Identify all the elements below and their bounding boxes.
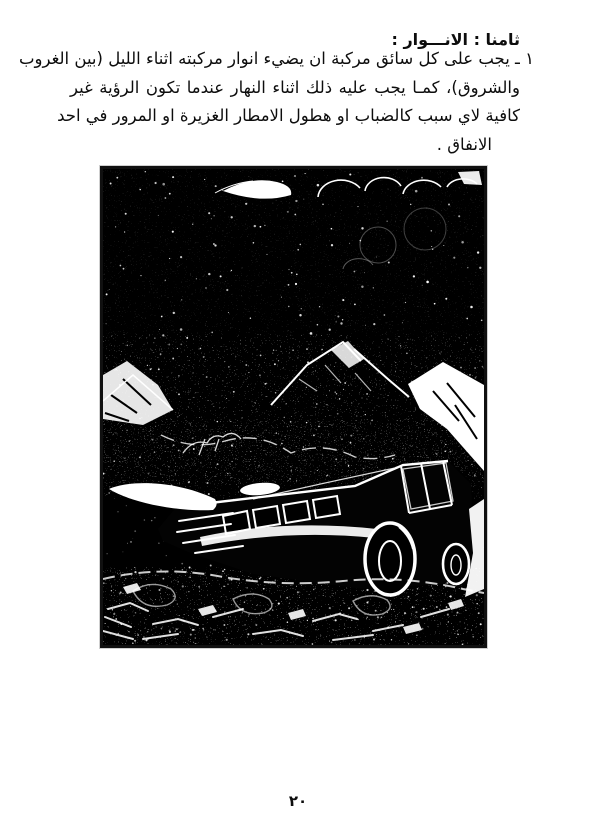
section-heading: ثامنا : الانـــوار : (391, 29, 520, 49)
paragraph-line: كافية لاي سبب كالضباب او هطول الامطار الغزيرة او المرور في احد (57, 106, 520, 126)
rear-wheel (365, 523, 415, 595)
paragraph-line: الانفاق . (436, 134, 492, 154)
right-wheel (443, 544, 469, 584)
night-driving-figure (100, 166, 487, 648)
page-number: ٢٠ (288, 792, 308, 810)
night-driving-illustration (103, 169, 484, 645)
paragraph-line: والشروق)، كمـا يجب عليه ذلك اثناء النهار عندما تكون الرؤية غير (70, 77, 520, 97)
body-paragraph (18, 45, 534, 159)
paragraph-line: ١ ـ يجب على كل سائق مركبة ان يضيء انوار مركبته اثناء الليل (بين الغروب (18, 49, 534, 68)
